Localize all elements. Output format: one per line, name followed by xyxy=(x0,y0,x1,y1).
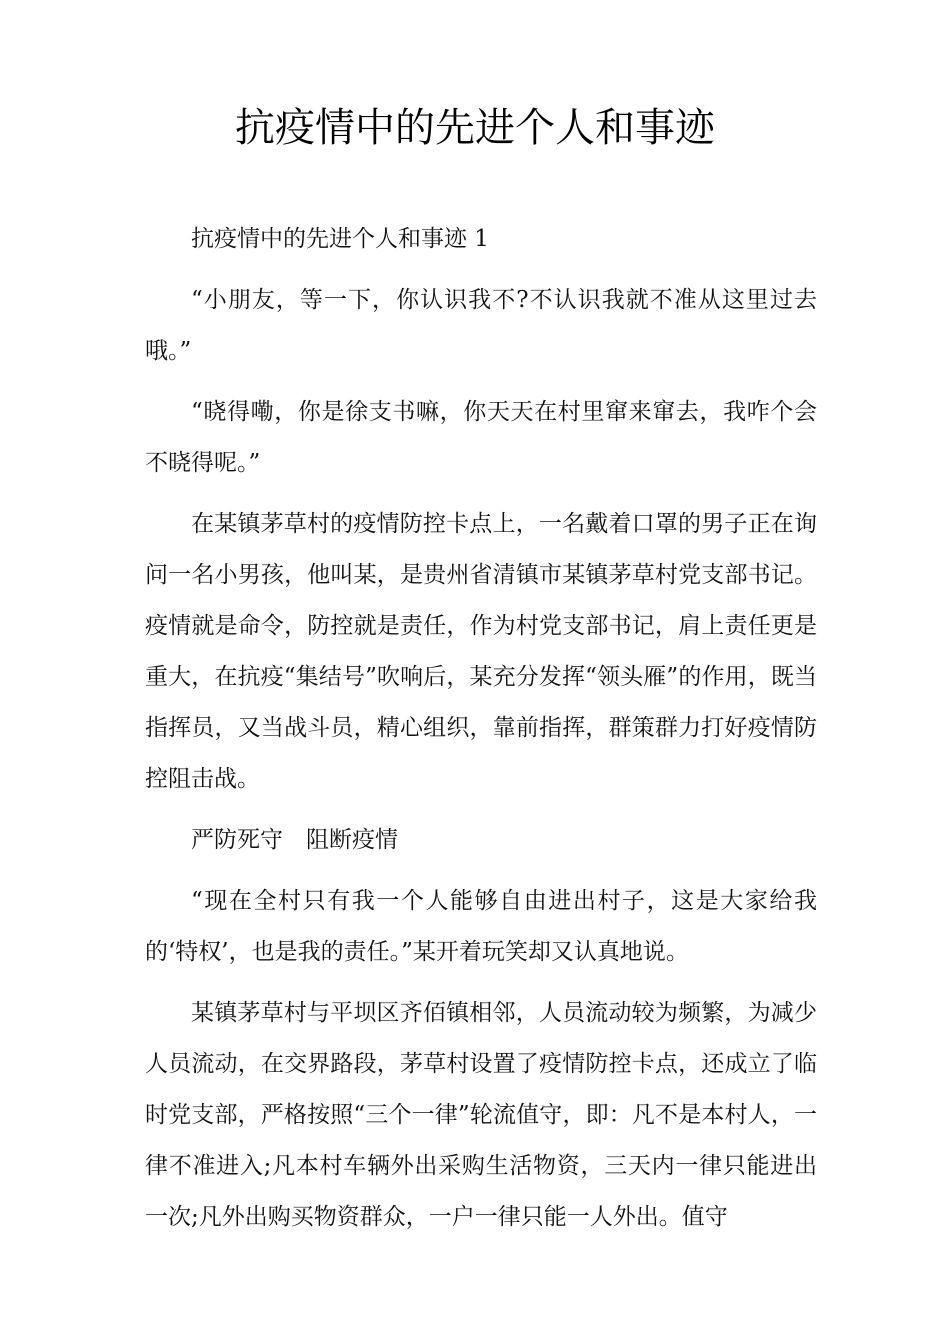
document-body xyxy=(145,214,817,1253)
paragraph-dialogue-1: “小朋友，等一下，你认识我不?不认识我就不准从这里过去哦。” xyxy=(145,287,817,364)
paragraph-subtitle: 抗疫情中的先进个人和事迹 1 xyxy=(191,226,489,252)
paragraph-intro: 在某镇茅草村的疫情防控卡点上，一名戴着口罩的男子正在询问一名小男孩，他叫某，是贵州省清镇市某镇茅草村党支部书记。疫情就是命令，防控就是责任，作为村党支部书记，肩上责任更是重大，在抗疫“集结号”吹响后，某充分发挥“领头雁”的作用，既当指挥员，又当战斗员，精心组织，靠前指挥，群策群力打好疫情防控阻击战。 xyxy=(145,511,817,792)
paragraph-dialogue-2: “晓得嘞，你是徐支书嘛，你天天在村里窜来窜去，我咋个会不晓得呢。” xyxy=(145,399,817,476)
section-heading: 严防死守 阻断疫情 xyxy=(191,827,398,853)
paragraph-checkpoint: 某镇茅草村与平坝区齐佰镇相邻，人员流动较为频繁，为减少人员流动，在交界路段，茅草村设置了疫情防控卡点，还成立了临时党支部，严格按照“三个一律”轮流值守，即：凡不是本村人，一律不准进入;凡本村车辆外出采购生活物资，三天内一律只能进出一次;凡外出购买物资群众，一户一律只能一人外出。值守 xyxy=(145,1000,817,1230)
document-title: 抗疫情中的先进个人和事迹 xyxy=(235,105,715,151)
paragraph-quote: “现在全村只有我一个人能够自由进出村子，这是大家给我的‘特权’，也是我的责任。”某开着玩笑却又认真地说。 xyxy=(145,888,817,965)
